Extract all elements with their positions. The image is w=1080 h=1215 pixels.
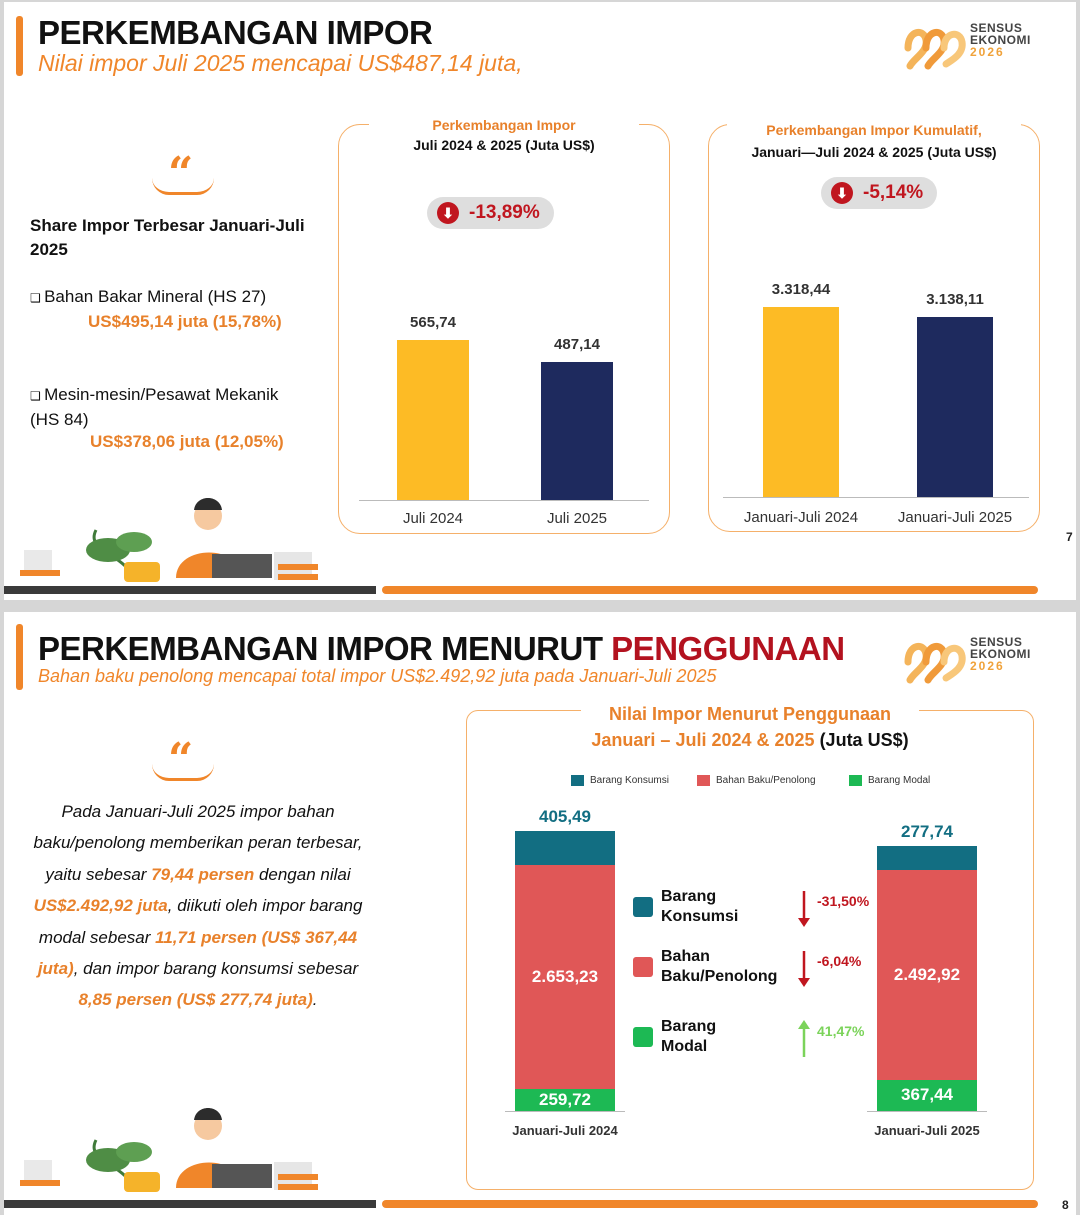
bar-chart-monthly: [339, 125, 669, 533]
quote-smile-decoration: [152, 178, 214, 195]
data-label: 487,14: [554, 336, 600, 354]
arrow-down-circle-icon: ⬇: [437, 202, 459, 224]
data-label: 2.653,23: [531, 967, 599, 987]
x-axis-line: [723, 497, 1029, 498]
quote-smile-decoration: [152, 764, 214, 781]
data-label: 405,49: [539, 807, 591, 826]
legend-label: Barang Konsumsi: [590, 775, 669, 786]
change-item-label: [661, 1017, 716, 1057]
logo-text-line2: EKONOMI: [970, 647, 1031, 661]
page-title: [38, 630, 845, 668]
logo-text-year: 2026: [970, 45, 1005, 59]
paragraph-text: .: [312, 990, 318, 1010]
page-title-highlight: PENGGUNAAN: [611, 630, 845, 667]
slide-7: [4, 2, 1076, 600]
data-label: 3.138,11: [926, 291, 984, 309]
change-item: [633, 1017, 716, 1057]
chart-panel-monthly: [338, 117, 670, 534]
sensus-ekonomi-logo: [902, 632, 1062, 688]
paragraph-text: Pada Januari-Juli 2025 impor bahan baku/penolong memberikan peran terbesar, yaitu sebesar: [33, 802, 363, 884]
description-paragraph: [30, 796, 366, 1016]
logo-mark-icon: [902, 632, 968, 684]
share-item-2-label-cont: (HS 84): [30, 410, 89, 429]
page-subtitle: Nilai impor Juli 2025 mencapai US$487,14 juta,: [38, 50, 523, 76]
paragraph-highlight: 79,44 persen: [151, 864, 255, 884]
legend-swatch: [633, 957, 653, 977]
data-label: 565,74: [410, 314, 456, 331]
quote-icon: “: [168, 734, 194, 785]
logo-text-line1: SENSUS: [970, 635, 1023, 649]
x-axis-line: [359, 500, 649, 501]
data-label: 259,72: [539, 1090, 591, 1110]
change-item-label-line1: Barang: [661, 888, 717, 905]
page-subtitle: Bahan baku penolong mencapai total impor US$2.492,92 juta pada Januari-Juli 2025: [38, 666, 717, 686]
chart-title-unit: (Juta US$): [819, 730, 909, 750]
footer-orange-bar: [382, 1200, 1038, 1208]
bar-1: [541, 362, 613, 500]
data-label: 3.318,44: [771, 281, 831, 298]
logo-text-line1: SENSUS: [970, 21, 1023, 35]
chart-title-line1: Perkembangan Impor Kumulatif,: [766, 122, 982, 138]
chart-panel-cumulative: [708, 124, 1040, 532]
paragraph-text: , diikuti oleh impor barang modal sebesar: [38, 896, 363, 947]
change-item: [633, 947, 777, 987]
paragraph-text: , dan impor barang konsumsi sebesar: [73, 959, 359, 979]
share-item-2-label: Mesin-mesin/Pesawat Mekanik: [44, 385, 279, 404]
bar-0: [763, 307, 839, 497]
arrow-down-icon: [797, 889, 811, 929]
chart-title-line2: Januari – Juli 2024 & 2025: [591, 730, 815, 750]
logo-text-line2: EKONOMI: [970, 33, 1031, 47]
change-badge-value: -5,14%: [863, 182, 924, 203]
change-item-label-line1: Barang: [661, 1018, 717, 1035]
legend-swatch: [633, 897, 653, 917]
change-value: -31,50%: [817, 893, 870, 909]
title-accent-bar: [16, 624, 23, 690]
chart-title-line1: Nilai Impor Menurut Penggunaan: [608, 704, 891, 724]
footer-dark-bar: [4, 1200, 376, 1208]
change-item-label-line1: Bahan: [661, 948, 710, 965]
sensus-ekonomi-logo: [902, 18, 1062, 74]
arrow-down-icon: [797, 949, 811, 989]
change-item-label-line2: Modal: [661, 1038, 708, 1055]
logo-mark-icon: [902, 18, 968, 70]
data-label: 2.492,92: [893, 964, 961, 984]
share-heading: Share Impor Terbesar Januari-Juli 2025: [30, 216, 305, 259]
change-badge-value: -13,89%: [469, 202, 540, 223]
stack-segment: [515, 831, 615, 865]
x-tick-label: Juli 2025: [546, 510, 608, 527]
x-tick-label: Januari-Juli 2025: [897, 509, 1013, 526]
share-item-1-value: US$495,14 juta (15,78%): [88, 312, 282, 331]
x-tick-label: Januari-Juli 2024: [512, 1123, 618, 1138]
chart-title-line2: Januari—Juli 2024 & 2025 (Juta US$): [751, 144, 997, 160]
paragraph-highlight: 11,71 persen (US$ 367,44 juta): [37, 927, 358, 979]
x-tick-label: Januari-Juli 2025: [874, 1123, 980, 1138]
chart-title-line1: Perkembangan Impor: [432, 117, 576, 133]
share-item-2-value: US$378,06 juta (12,05%): [90, 432, 284, 451]
legend-label: Barang Modal: [868, 775, 931, 786]
worker-illustration: [16, 490, 376, 594]
change-item-label-line2: Konsumsi: [661, 908, 739, 925]
checkbox-icon: ❑: [30, 291, 45, 305]
arrow-down-circle-icon: ⬇: [831, 182, 853, 204]
footer-dark-bar: [4, 586, 376, 594]
share-item-1-label: Bahan Bakar Mineral (HS 27): [44, 287, 267, 306]
share-item-1: [30, 287, 266, 307]
checkbox-icon: ❑: [30, 389, 45, 403]
footer-orange-bar: [382, 586, 1038, 594]
change-item-label: [661, 947, 777, 987]
worker-illustration: [16, 1100, 376, 1204]
change-item: [633, 887, 738, 927]
x-tick-label: Juli 2024: [402, 510, 464, 527]
paragraph-text: dengan nilai: [254, 864, 351, 884]
paragraph-highlight: 8,85 persen (US$ 277,74 juta): [78, 990, 313, 1010]
page-number: 8: [1062, 1198, 1069, 1212]
legend-swatch: [633, 1027, 653, 1047]
data-label: 277,74: [901, 822, 953, 842]
change-value: 41,47%: [817, 1023, 865, 1039]
arrow-up-icon: [797, 1019, 811, 1059]
stack-segment: [877, 846, 977, 869]
slide-8: [4, 612, 1076, 1215]
quote-icon: “: [168, 148, 194, 199]
page-number: 7: [1066, 530, 1073, 544]
page-title-main: PERKEMBANGAN IMPOR MENURUT: [38, 630, 603, 667]
change-item-label-line2: Baku/Penolong: [661, 968, 778, 985]
x-tick-label: Januari-Juli 2024: [743, 509, 859, 526]
chart-title-line2: Juli 2024 & 2025 (Juta US$): [413, 137, 595, 153]
x-axis-line: [505, 1111, 625, 1112]
page-title: PERKEMBANGAN IMPOR: [38, 14, 433, 51]
bar-chart-cumulative: [709, 125, 1039, 531]
change-item-label: [661, 887, 738, 927]
x-axis-line: [867, 1111, 987, 1112]
bar-0: [397, 340, 469, 500]
paragraph-highlight: US$2.492,92 juta: [33, 896, 168, 916]
change-value: -6,04%: [817, 953, 862, 969]
legend-label: Bahan Baku/Penolong: [716, 775, 816, 786]
title-accent-bar: [16, 16, 23, 76]
bar-1: [917, 317, 993, 497]
share-item-2: [30, 383, 278, 432]
logo-text-year: 2026: [970, 659, 1005, 673]
data-label: 367,44: [901, 1085, 953, 1105]
chart-panel-by-usage: [466, 704, 1034, 1190]
